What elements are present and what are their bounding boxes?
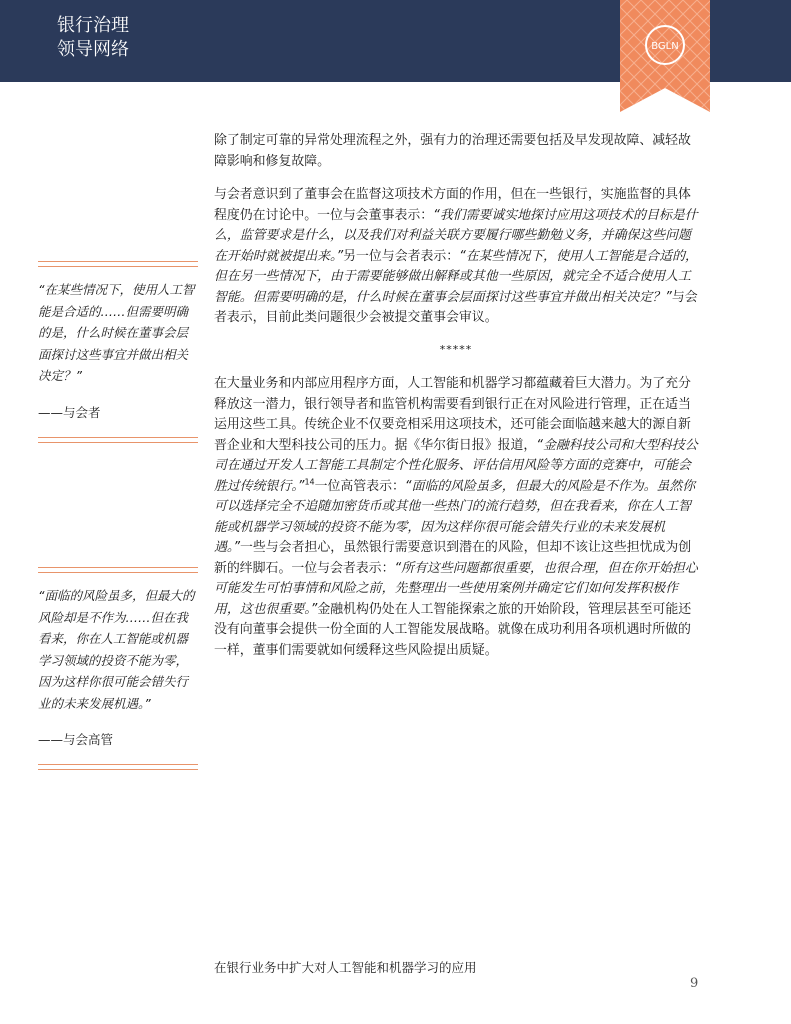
paragraph-1: 除了制定可靠的异常处理流程之外，强有力的治理还需要包括及早发现故障、减轻故障影响和修复故障。	[214, 133, 691, 169]
pull-quote-1-top-rule	[38, 261, 198, 267]
quote-wsj: “金融科技公司和大型科技公司在通过开发人工智能工具制定个性化服务、评估信用风险等方面的竞赛中，可能会胜过传统银行。”	[214, 437, 698, 494]
paragraph-3-text-c: 一些与会者担心，虽然银行需要意识到潜在的风险，但却不该让这些担忧成为创新的绊脚石。一位与会者表示：	[214, 540, 692, 576]
paragraph-3-text-a: 在大量业务和内部应用程序方面，人工智能和机器学习都蕴藏着巨大潜力。为了充分释放这一潜力，银行领导者和监管机构需要看到银行正在对风险进行管理，正在适当运用这些工具。传统企业不仅要竞相采用这项技术，还可能会面临越来越大的源自新晋企业和大型科技公司的压力。据《华尔街日报》报道，	[214, 376, 691, 453]
paragraph-2-text-b: 另一位与会者表示：	[343, 248, 460, 264]
paragraph-2-text-a: 与会者意识到了董事会在监督这项技术方面的作用，但在一些银行，实施监督的具体程度仍在讨论中。一位与会董事表示：	[214, 187, 691, 223]
quote-director: “我们需要诚实地探讨应用这项技术的目标是什么，监管要求是什么，以及我们对利益关联方要履行哪些勤勉义务，并确保这些问题在开始时就被提出来。”	[214, 207, 698, 264]
pull-quote-1	[38, 261, 198, 443]
pull-quote-2-attribution: ——与会高管	[38, 732, 114, 747]
paragraph-3	[214, 374, 698, 661]
article-body	[214, 131, 698, 674]
paragraph-3-text-b: 一位高管表示：	[314, 478, 405, 494]
footer-title: 在银行业务中扩大对人工智能和机器学习的应用	[214, 960, 477, 975]
pull-quote-2-top-rule	[38, 567, 198, 573]
brand-line-1: 银行治理	[57, 15, 129, 36]
section-separator: *****	[439, 342, 473, 356]
brand-line-2: 领导网络	[57, 39, 129, 60]
pull-quote-2	[38, 567, 198, 770]
pull-quote-1-attribution: ——与会者	[38, 404, 101, 420]
logo-text: BGLN	[651, 41, 679, 52]
quote-participant-2: “所有这些问题都很重要，也很合理，但在你开始担心可能发生可怕事情和风险之前，先整理出一些使用案例并确定它们如何发挥积极作用，这也很重要。”	[214, 560, 698, 617]
brand-name	[57, 14, 129, 62]
paragraph-3-text-d: 金融机构仍处在人工智能探索之旅的开始阶段，管理层甚至可能还没有向董事会提供一份全面的人工智能发展战略。就像在成功利用各项机遇时所做的一样，董事们需要就如何缓释这些风险提出质疑。	[214, 601, 692, 658]
pull-quote-1-text: “在某些情况下，使用人工智能是合适的……但需要明确的是，什么时候在董事会层面探讨这些事宜并做出相关决定？”	[38, 282, 195, 383]
footnote-ref: 14	[304, 477, 315, 487]
page-header	[0, 0, 791, 82]
pull-quote-2-text: “面临的风险虽多，但最大的风险却是不作为……但在我看来，你在人工智能或机器学习领域的投资不能为零，因为这样你很可能会错失行业的未来发展机遇。”	[38, 588, 195, 711]
paragraph-2-text-c: 与会者表示，目前此类问题很少会被提交董事会审议。	[214, 289, 698, 325]
pull-quote-2-bottom-rule	[38, 764, 198, 770]
quote-executive: “面临的风险虽多，但最大的风险是不作为。虽然你可以选择完全不追随加密货币或其他一些热门的流行趋势，但在我看来，你在人工智能或机器学习领域的投资不能为零，因为这样你很可能会错失行业的未来发展机遇。”	[214, 478, 696, 555]
page-number: 9	[690, 976, 699, 991]
quote-participant: “在某些情况下，使用人工智能是合适的，但在另一些情况下，由于需要能够做出解释或其他一些原因，就完全不适合使用人工智能。但需要明确的是，什么时候在董事会层面探讨这些事宜并做出相关决定？”	[214, 248, 698, 305]
pull-quote-1-bottom-rule	[38, 437, 198, 443]
bgln-logo-ribbon	[620, 0, 710, 112]
paragraph-2	[214, 185, 698, 329]
